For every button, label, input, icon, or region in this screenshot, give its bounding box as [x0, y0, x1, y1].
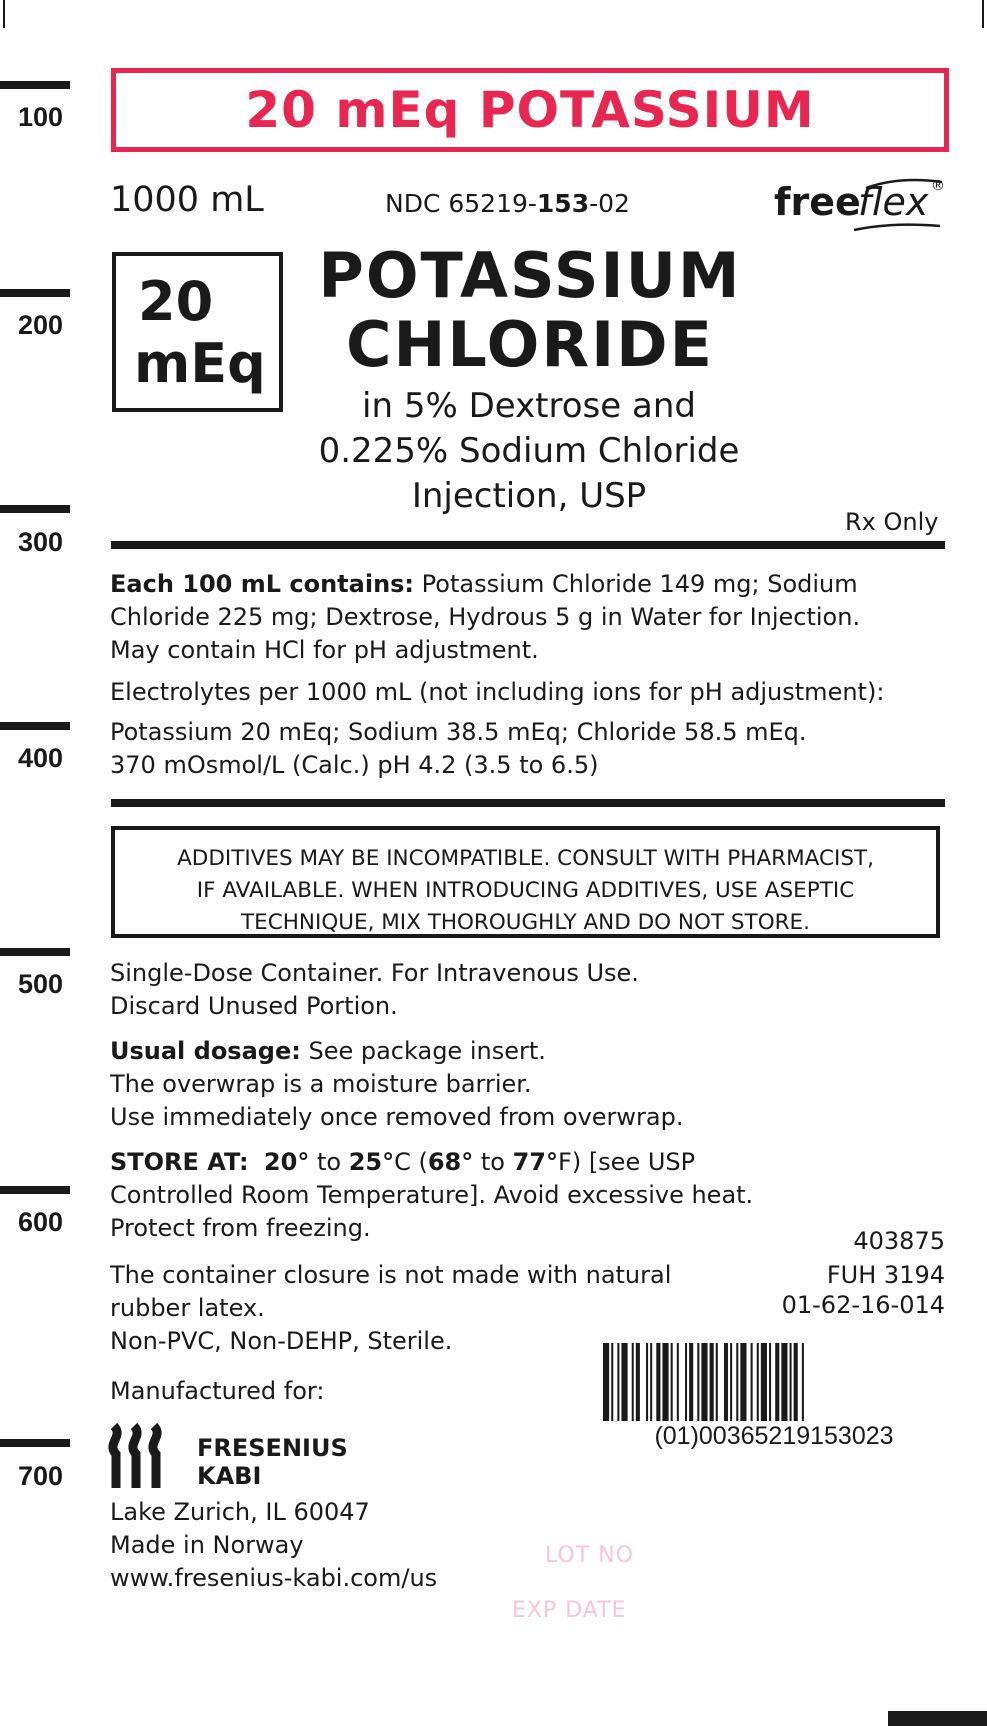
contents-section: [110, 568, 960, 782]
barcode-bar: [689, 1343, 693, 1421]
storage-text: to: [309, 1148, 349, 1176]
barcode-bar: [751, 1343, 753, 1421]
latex-line: Non-PVC, Non-DEHP, Sterile.: [110, 1327, 453, 1355]
scale-label: 500: [18, 969, 64, 999]
use-line: Single-Dose Container. For Intravenous Use.: [110, 959, 639, 987]
barcode-bar: [802, 1343, 804, 1421]
code-line: FUH 3194: [826, 1261, 945, 1289]
osmolarity-line: 370 mOsmol/L (Calc.) pH 4.2 (3.5 to 6.5): [110, 751, 599, 779]
barcode-bar: [656, 1343, 660, 1421]
contents-line: May contain HCl for pH adjustment.: [110, 636, 539, 664]
brand-name-line2: KABI: [197, 1462, 262, 1490]
barcode-bar: [636, 1343, 640, 1421]
dose-value: 20: [138, 270, 214, 333]
product-name-line2: CHLORIDE: [345, 308, 715, 381]
barcode-bar: [769, 1343, 771, 1421]
scale-label: 400: [18, 743, 64, 773]
divider: [111, 799, 945, 807]
divider: [111, 541, 945, 549]
barcode: [603, 1343, 945, 1421]
dosage-line: Use immediately once removed from overwrap.: [110, 1103, 684, 1131]
warning-line: TECHNIQUE, MIX THOROUGHLY AND DO NOT STORE.: [241, 910, 810, 935]
barcode-bar: [710, 1343, 714, 1421]
storage-text: F) [see USP: [558, 1148, 696, 1176]
storage-text: to: [473, 1148, 513, 1176]
dosage-section: [110, 1035, 684, 1134]
crop-mark-top-left: [3, 0, 5, 28]
warning-line: ADDITIVES MAY BE INCOMPATIBLE. CONSULT WITH PHARMACIST,: [177, 846, 874, 871]
barcode-bar: [662, 1343, 668, 1421]
scale-tick: [0, 81, 70, 89]
manufacturer-url: www.fresenius-kabi.com/us: [110, 1564, 438, 1592]
ndc-suffix: -02: [589, 189, 630, 218]
storage-section: [110, 1146, 753, 1245]
dosage-lead: Usual dosage:: [110, 1037, 301, 1065]
manufacturer-address: [110, 1496, 437, 1595]
temp-value: 25°: [348, 1148, 395, 1176]
freeflex-logo: [774, 174, 944, 236]
scale-label: 200: [18, 310, 64, 340]
barcode-bar: [611, 1343, 613, 1421]
fresenius-kabi-logo: [108, 1422, 358, 1490]
barcode-bar: [701, 1343, 707, 1421]
barcode-bar: [724, 1343, 728, 1421]
electrolytes-line: Potassium 20 mEq; Sodium 38.5 mEq; Chloride 58.5 mEq.: [110, 718, 807, 746]
brand-name-line1: FRESENIUS: [197, 1434, 348, 1462]
barcode-bar: [650, 1343, 652, 1421]
barcode-icon: [603, 1343, 945, 1421]
contents-line: [110, 568, 960, 601]
barcode-bar: [621, 1343, 627, 1421]
dosage-text: See package insert.: [300, 1037, 546, 1065]
crop-mark-bottom-right: [888, 1711, 987, 1726]
scale-tick: [0, 289, 70, 297]
brand-flex: flex: [858, 180, 929, 224]
barcode-bar: [790, 1343, 792, 1421]
code-line: 01-62-16-014: [781, 1291, 945, 1319]
barcode-bar: [646, 1343, 648, 1421]
scale-tick: [0, 948, 70, 956]
scale-tick: [0, 722, 70, 730]
volume-label: 1000 mL: [110, 180, 264, 220]
registered-mark: ®: [931, 178, 945, 194]
barcode-bar: [716, 1343, 718, 1421]
contents-line: Chloride 225 mg; Dextrose, Hydrous 5 g in Water for Injection.: [110, 603, 861, 631]
dosage-line: The overwrap is a moisture barrier.: [110, 1070, 532, 1098]
temp-value: 68°: [427, 1148, 474, 1176]
exp-date-label: EXP DATE: [512, 1598, 627, 1623]
description-line: 0.225% Sodium Chloride: [318, 431, 740, 471]
description-line: Injection, USP: [411, 476, 647, 516]
ndc-product-code: 153: [536, 189, 590, 218]
scale-label: 300: [18, 527, 64, 557]
ndc-number: [385, 189, 630, 218]
brand-free: free: [774, 180, 861, 224]
description-line: in 5% Dextrose and: [362, 386, 696, 426]
barcode-bar: [740, 1343, 746, 1421]
lot-number-label: LOT NO: [545, 1543, 634, 1568]
product-description: [278, 384, 780, 519]
use-section: [110, 957, 639, 1023]
barcode-bar: [736, 1343, 738, 1421]
dose-box: [112, 252, 283, 412]
scale-label: 600: [18, 1207, 64, 1237]
crop-mark-top-right: [982, 0, 984, 28]
latex-line: rubber latex.: [110, 1294, 265, 1322]
product-name: [290, 239, 770, 381]
code-line: 403875: [853, 1227, 945, 1255]
banner-text: 20 mEq POTASSIUM: [245, 81, 815, 139]
scale-label: 100: [18, 102, 64, 132]
use-line: Discard Unused Portion.: [110, 992, 398, 1020]
rx-only: Rx Only: [845, 508, 939, 536]
scale-tick: [0, 1186, 70, 1194]
contents-text: Potassium Chloride 149 mg; Sodium: [414, 570, 858, 598]
temp-value: 20°: [263, 1148, 310, 1176]
storage-line: Protect from freezing.: [110, 1214, 371, 1242]
barcode-bar: [617, 1343, 619, 1421]
contents-lead: Each 100 mL contains:: [110, 570, 415, 598]
barcode-bar: [632, 1343, 634, 1421]
barcode-bar: [697, 1343, 699, 1421]
barcode-bar: [671, 1343, 673, 1421]
storage-lead: STORE AT:: [110, 1148, 249, 1176]
lot-codes: [740, 1226, 945, 1320]
additives-warning-box: [111, 826, 940, 938]
barcode-bar: [757, 1343, 759, 1421]
dosage-line: [110, 1035, 684, 1068]
strength-banner: [111, 68, 949, 152]
barcode-bar: [603, 1343, 609, 1421]
latex-section: [110, 1259, 671, 1358]
barcode-bar: [685, 1343, 687, 1421]
scale-label: 700: [18, 1461, 64, 1491]
barcode-text: (01)00365219153023: [654, 1422, 894, 1450]
barcode-bar: [677, 1343, 679, 1421]
barcode-bar: [730, 1343, 732, 1421]
barcode-bar: [775, 1343, 779, 1421]
ndc-prefix: NDC 65219-: [385, 189, 537, 218]
manufactured-for-label: Manufactured for:: [110, 1377, 325, 1405]
address-city: Lake Zurich, IL 60047: [110, 1498, 370, 1526]
barcode-bar: [761, 1343, 767, 1421]
dose-unit: mEq: [134, 332, 266, 395]
product-name-line1: POTASSIUM: [318, 239, 742, 312]
address-country: Made in Norway: [110, 1531, 304, 1559]
scale-tick: [0, 1439, 70, 1447]
temp-value: 77°: [512, 1148, 559, 1176]
fresenius-kabi-logo-icon: [108, 1422, 174, 1488]
storage-line: [110, 1146, 753, 1179]
storage-text: C (: [394, 1148, 428, 1176]
storage-line: Controlled Room Temperature]. Avoid excessive heat.: [110, 1181, 754, 1209]
scale-tick: [0, 505, 70, 513]
electrolytes-header: Electrolytes per 1000 mL (not including ions for pH adjustment):: [110, 678, 885, 706]
barcode-bar: [794, 1343, 798, 1421]
warning-line: IF AVAILABLE. WHEN INTRODUCING ADDITIVES, USE ASEPTIC: [196, 878, 855, 903]
barcode-bar: [781, 1343, 787, 1421]
latex-line: The container closure is not made with natural: [110, 1261, 672, 1289]
